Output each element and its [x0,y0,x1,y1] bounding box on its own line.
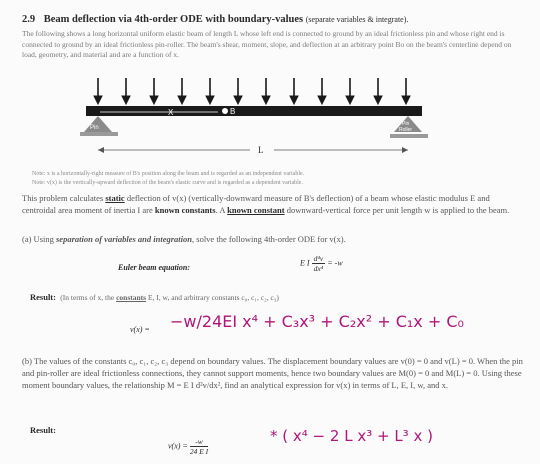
roller-label: Roller [399,127,413,133]
section-title: Beam deflection via 4th-order ODE with boundary-values [43,14,304,25]
known-constant-term: known constant [227,204,285,215]
load-arrow [178,78,186,104]
note-x: Note: x is a horizontally-right measure of B's position along the beam and is regarded as an independent variable. [32,171,305,177]
euler-equation: E I $\frac{\text{d⁴v}}{\text{dx⁴}}$ = -w [300,254,343,273]
euler-label: Euler beam equation: [118,263,191,272]
problem-statement: This problem calculates static deflection of v(x) (vertically-downward measure of B's deflection) of a beam whose elastic modulus E and centroidal area moment of inertia I are known constants. A known constant downward-vertical force per unit length w is applied to the beam. [22,193,510,215]
ground-right [390,134,428,138]
load-arrow [318,78,326,104]
load-arrows [94,78,410,104]
point-b [222,108,228,114]
known-constants-term: known constants [154,204,216,215]
beam-diagram [80,76,440,168]
b-label: B [230,107,236,116]
load-arrow [402,78,410,104]
load-arrow [122,78,130,104]
section-subtitle: (separate variables & integrate). [305,15,409,24]
result-b-label: Result: [30,425,56,435]
handwritten-answer-a: −w/24EI x⁴ + C₃x³ + C₂x² + C₁x + C₀ [170,312,464,331]
section-header [22,14,408,25]
load-arrow [346,78,354,104]
roller-label: Pin [402,121,410,127]
method-term: separation of variables and integration [56,234,193,244]
result-a: Result: (In terms of x, the constants E, I, w, and arbitrary constants c₀, c₁, c₂, c₃) [30,292,279,302]
load-arrow [206,78,214,104]
load-arrow [290,78,298,104]
load-arrow [374,78,382,104]
static-term: static [105,193,125,203]
intro-paragraph: The following shows a long horizontal uniform elastic beam of length L whose left end is connected to ground by an ideal frictionless pin and whose right end is connected to ground by an ideal frictionless pin-roller. The beam's shear, moment, slope, and deflection at an arbitrary point Bo on the beam's centerline depend on load, geometry, and material and are a function of x. [22,29,512,59]
section-number: 2.9 [22,14,36,25]
load-arrow [94,78,102,104]
part-a: (a) Using separation of variables and integration, solve the following 4th-order ODE for v(x). [22,234,346,244]
note-v: Note: v(x) is the vertically-upward deflection of the beam's elastic curve and is regarded as a dependent variable. [32,180,303,186]
handwritten-answer-b: * ( x⁴ − 2 L x³ + L³ x ) [270,427,433,445]
notes [32,170,522,188]
result-a-lhs: v(x) = [130,325,150,334]
load-arrow [234,78,242,104]
beam [86,106,422,116]
ground-left [80,132,118,136]
result-b-lhs: v(x) = $\frac{-w}{\text{24 E I}}$ [168,437,209,456]
length-label: L [258,145,264,155]
part-b: (b) The values of the constants c₀, c₁, c₂, c₃ depend on boundary values. The displacement boundary values are v(0) = 0 and v(L) = 0. When the pin and pin-roller are ideal frictionless connections, they cannot support moments, hence two boundary values are M(0) = 0 and M(L) = 0. Using these moment boundary values, the relationship M = E I d²v/dx², find an analytical expression for v(x) in terms of L, E, I, w, and x. [22,356,523,390]
load-arrow [150,78,158,104]
load-arrow [262,78,270,104]
x-label: X [168,108,174,117]
pin-label: Pin [90,125,99,131]
